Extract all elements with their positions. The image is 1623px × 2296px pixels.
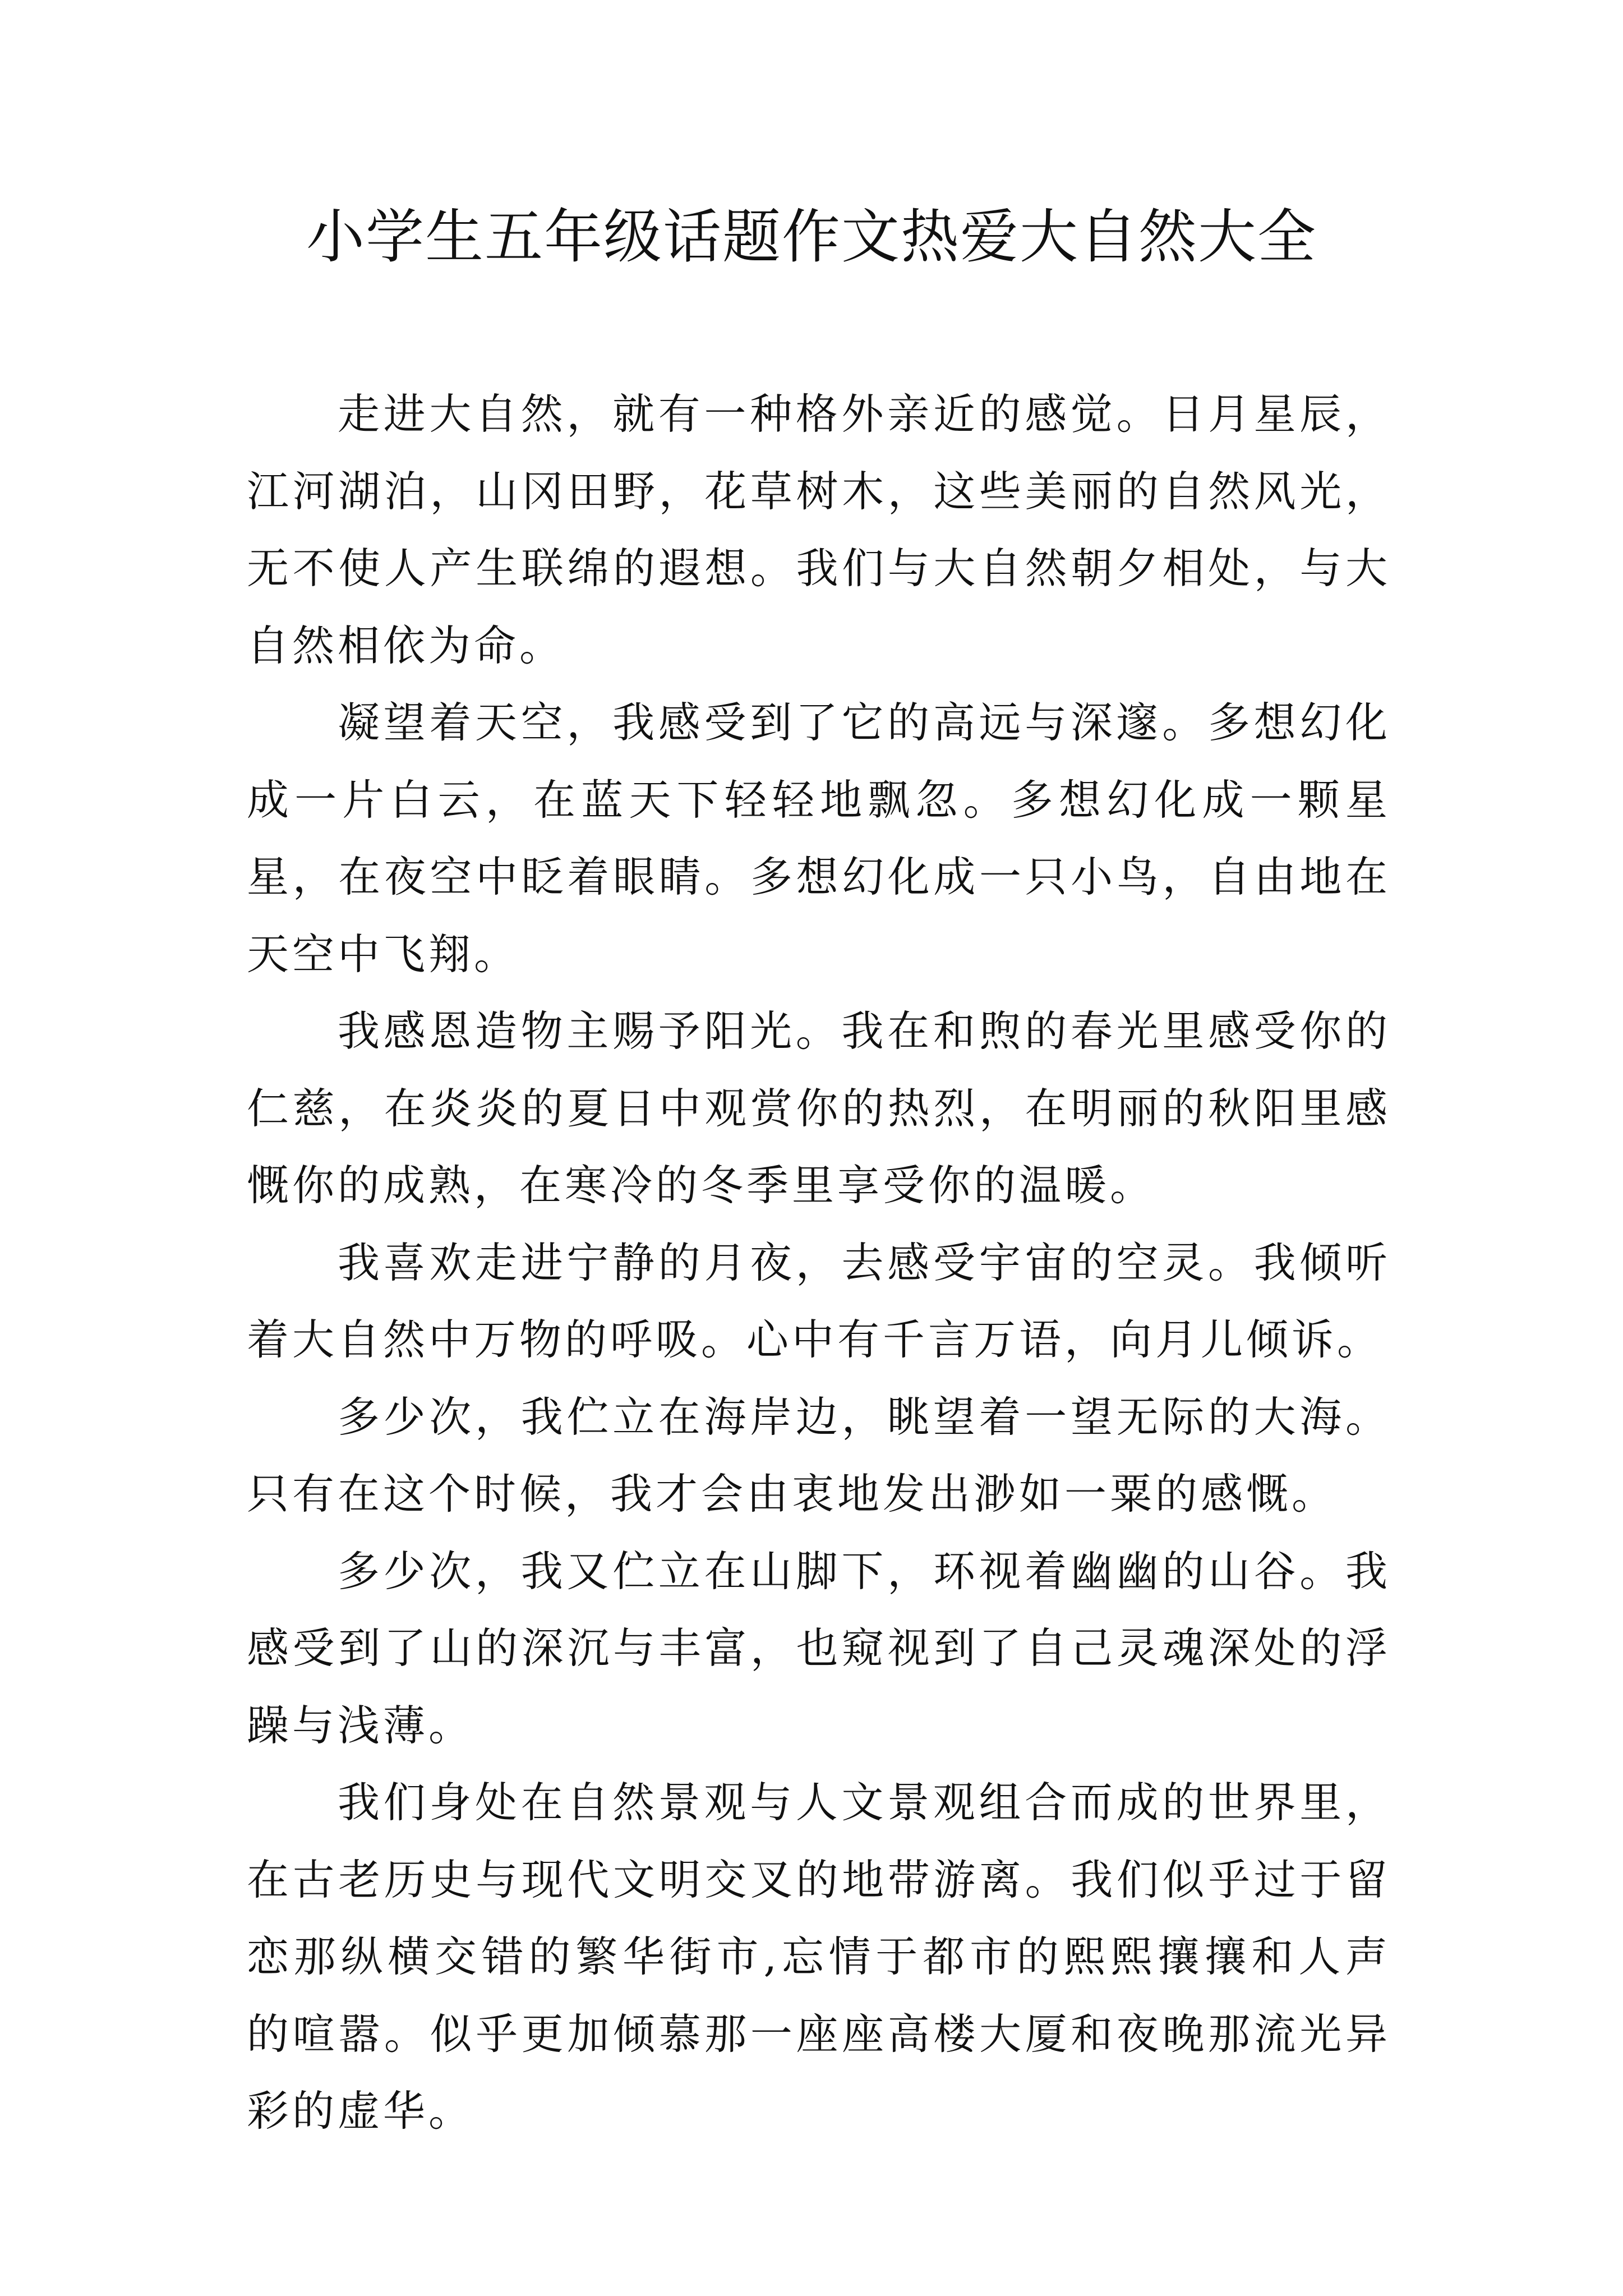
paragraph: 多少次，我伫立在海岸边，眺望着一望无际的大海。只有在这个时候，我才会由衷地发出渺如一粟的感慨。 (247, 1392, 1391, 1519)
paragraph: 我们身处在自然景观与人文景观组合而成的世界里，在古老历史与现代文明交叉的地带游离。我们似乎过于留恋那纵横交错的繁华街市,忘情于都市的熙熙攘攘和人声的喧嚣。似乎更加倾慕那一座座高楼大厦和夜晚那流光异彩的虚华。 (247, 1778, 1391, 2136)
paragraph: 我感恩造物主赐予阳光。我在和煦的春光里感受你的仁慈，在炎炎的夏日中观赏你的热烈，在明丽的秋阳里感慨你的成熟，在寒冷的冬季里享受你的温暖。 (247, 1006, 1391, 1210)
paragraph: 多少次，我又伫立在山脚下，环视着幽幽的山谷。我感受到了山的深沉与丰富，也窥视到了自己灵魂深处的浮躁与浅薄。 (247, 1546, 1391, 1750)
paragraph: 走进大自然，就有一种格外亲近的感觉。日月星辰，江河湖泊，山冈田野，花草树木，这些美丽的自然风光，无不使人产生联绵的遐想。我们与大自然朝夕相处，与大自然相依为命。 (247, 389, 1391, 670)
document-body (247, 376, 1391, 2150)
paragraph: 凝望着天空，我感受到了它的高远与深邃。多想幻化成一片白云，在蓝天下轻轻地飘忽。多想幻化成一颗星星，在夜空中眨着眼睛。多想幻化成一只小鸟，自由地在天空中飞翔。 (247, 698, 1391, 979)
paragraph: 我喜欢走进宁静的月夜，去感受宇宙的空灵。我倾听着大自然中万物的呼吸。心中有千言万语，向月儿倾诉。 (247, 1237, 1391, 1364)
document-title: 小学生五年级话题作文热爱大自然大全 (306, 203, 1317, 271)
